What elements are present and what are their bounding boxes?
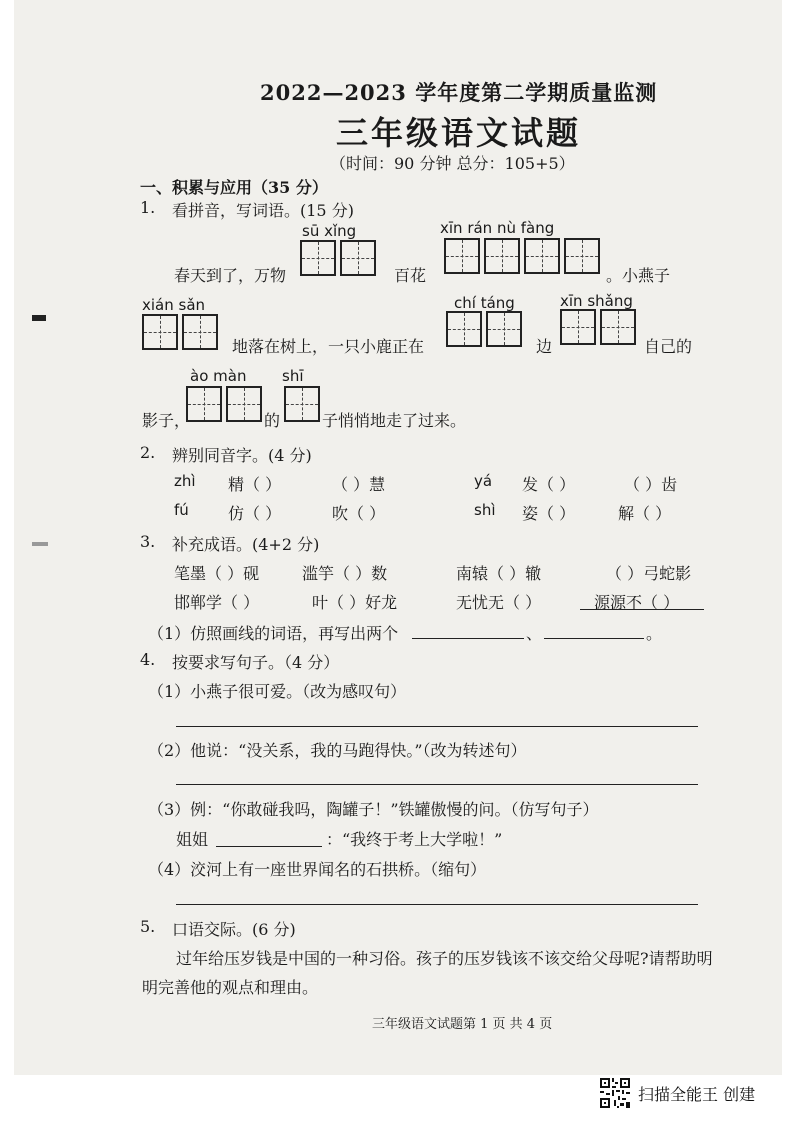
q2-blank-jie[interactable]: 解（ ） [618, 504, 672, 523]
answer-grid-xian-san[interactable] [142, 314, 218, 350]
q4-answer-line-4[interactable] [176, 904, 698, 905]
char-box[interactable] [226, 386, 262, 422]
char-box[interactable] [444, 238, 480, 274]
q4-s3-suffix: ：“我终于考上大学啦！” [326, 830, 503, 849]
answer-grid-xin-ran-nu-fang[interactable] [444, 238, 600, 274]
scan-mark [32, 542, 48, 546]
q3-number: 3. [140, 532, 156, 551]
idiom-underline [580, 609, 704, 610]
answer-grid-su-xing[interactable] [300, 240, 376, 276]
q1-text-line3b: 的 [264, 411, 281, 430]
pinyin-chi-tang: chí táng [454, 294, 515, 312]
char-box[interactable] [484, 238, 520, 274]
char-box[interactable] [486, 311, 522, 347]
char-box[interactable] [564, 238, 600, 274]
q4-answer-line-3[interactable] [216, 846, 322, 847]
q3-answer-line-1[interactable] [412, 638, 524, 639]
q1-text-line2b: 边 [536, 337, 553, 356]
q3-sub1-text: （1）仿照画线的词语，再写出两个 [148, 624, 399, 643]
q2-instruction: 辨别同音字。(4 分) [172, 446, 312, 465]
q3-answer-line-2[interactable] [544, 638, 644, 639]
q4-instruction: 按要求写句子。（4 分） [172, 653, 340, 672]
char-box[interactable] [600, 309, 636, 345]
q4-answer-line-2[interactable] [176, 784, 698, 785]
q5-instruction: 口语交际。(6 分) [172, 920, 296, 939]
pinyin-xian-san: xián sǎn [142, 296, 206, 314]
q2-blank-chi[interactable]: （ ）齿 [624, 475, 678, 494]
answer-grid-chi-tang[interactable] [446, 311, 522, 347]
idiom-5[interactable]: 邯郸学（ ） [174, 593, 260, 612]
exam-title-line2: 三年级语文试题 [336, 114, 582, 152]
char-box[interactable] [340, 240, 376, 276]
idiom-4[interactable]: （ ）弓蛇影 [606, 564, 692, 583]
q4-sentence-1: （1）小燕子很可爱。（改为感叹句） [148, 682, 407, 701]
idiom-1[interactable]: 笔墨（ ）砚 [174, 564, 260, 583]
char-box[interactable] [300, 240, 336, 276]
q1-text-line2a: 地落在树上，一只小鹿正在 [232, 337, 425, 356]
exam-title-line1: 2022—2023 学年度第二学期质量监测 [260, 80, 658, 105]
section-heading: 一、积累与应用（35 分） [140, 178, 328, 197]
q2-blank-zi[interactable]: 姿（ ） [522, 504, 576, 523]
q4-sentence-3: （3）例：“你敢碰我吗，陶罐子！”铁罐傲慢的问。（仿写句子） [148, 800, 599, 819]
char-box[interactable] [524, 238, 560, 274]
q2-pinyin-fu: fú [174, 501, 189, 519]
q1-text-line2c: 自己的 [644, 337, 693, 356]
q5-paragraph-line1: 过年给压岁钱是中国的一种习俗。孩子的压岁钱该不该交给父母呢?请帮助明 [176, 949, 713, 968]
idiom-3[interactable]: 南辕（ ）辙 [456, 564, 542, 583]
pinyin-xin-ran-nu-fang: xīn rán nù fàng [440, 219, 555, 237]
char-box[interactable] [182, 314, 218, 350]
q5-paragraph-line2: 明完善他的观点和理由。 [142, 978, 319, 997]
answer-grid-xin-shang[interactable] [560, 309, 636, 345]
q2-blank-hui[interactable]: （ ）慧 [332, 475, 386, 494]
q3-sub1-end: 。 [646, 624, 663, 643]
q3-sub1-sep: 、 [526, 624, 543, 643]
q2-blank-fang[interactable]: 仿（ ） [228, 504, 282, 523]
char-box[interactable] [560, 309, 596, 345]
q1-text-line3a: 影子， [142, 411, 191, 430]
q2-blank-fa[interactable]: 发（ ） [522, 475, 576, 494]
pinyin-ao-man: ào màn [190, 367, 247, 385]
q2-blank-chui[interactable]: 吹（ ） [332, 504, 386, 523]
scanner-watermark: 扫描全能王 创建 [638, 1085, 756, 1104]
char-box[interactable] [186, 386, 222, 422]
idiom-2[interactable]: 滥竽（ ）数 [302, 564, 388, 583]
exam-subtitle: （时间：90 分钟 总分：105+5） [330, 154, 575, 173]
q1-instruction: 看拼音，写词语。(15 分) [172, 201, 354, 220]
q1-text-line1c: 。小燕子 [606, 266, 671, 285]
q4-sentence-4: （4）洨河上有一座世界闻名的石拱桥。（缩句） [148, 860, 487, 879]
idiom-7[interactable]: 无忧无（ ） [456, 593, 542, 612]
q3-instruction: 补充成语。(4+2 分) [172, 535, 320, 554]
page-footer: 三年级语文试题第 1 页 共 4 页 [372, 1017, 553, 1032]
q4-answer-line-1[interactable] [176, 726, 698, 727]
qr-code-icon [598, 1076, 632, 1110]
pinyin-xin-shang: xīn shǎng [560, 292, 633, 310]
q1-text-line1b: 百花 [394, 266, 427, 285]
idiom-6[interactable]: 叶（ ）好龙 [312, 593, 398, 612]
q1-number: 1. [140, 198, 156, 217]
char-box[interactable] [446, 311, 482, 347]
char-box[interactable] [142, 314, 178, 350]
q1-text-line1a: 春天到了，万物 [174, 266, 287, 285]
q4-number: 4. [140, 650, 156, 669]
q2-pinyin-ya: yá [474, 472, 493, 490]
char-box[interactable] [284, 386, 320, 422]
q2-blank-jing[interactable]: 精（ ） [228, 475, 282, 494]
answer-grid-shi[interactable] [284, 386, 320, 422]
q4-sentence-2: （2）他说：“没关系，我的马跑得快。”（改为转述句） [148, 741, 527, 760]
q2-pinyin-shi: shì [474, 501, 496, 519]
q2-number: 2. [140, 443, 156, 462]
idiom-8-underlined[interactable]: 源源不（ ） [594, 593, 680, 612]
scan-mark [32, 315, 46, 321]
q4-s3-prefix: 姐姐 [176, 830, 209, 849]
q5-number: 5. [140, 917, 156, 936]
answer-grid-ao-man[interactable] [186, 386, 262, 422]
q1-text-line3c: 子悄悄地走了过来。 [322, 411, 467, 430]
exam-page [14, 0, 782, 1075]
pinyin-su-xing: sū xǐng [302, 222, 357, 240]
q2-pinyin-zhi: zhì [174, 472, 196, 490]
pinyin-shi: shī [282, 367, 304, 385]
